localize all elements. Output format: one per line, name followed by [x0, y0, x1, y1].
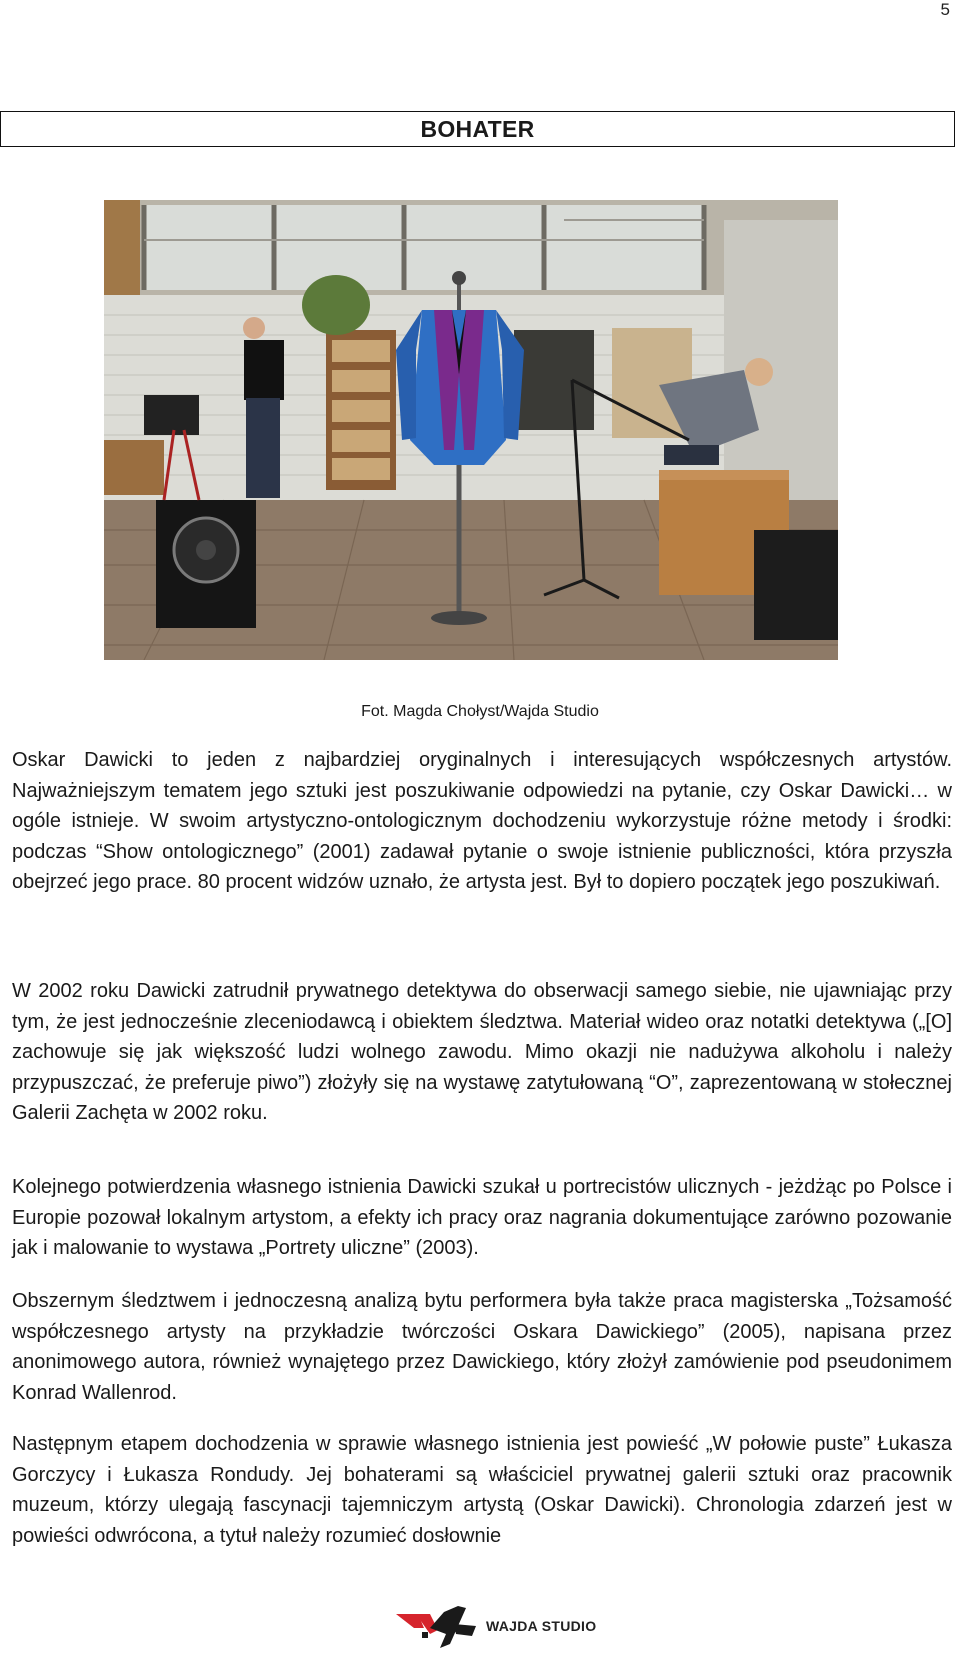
paragraph-intro: Oskar Dawicki to jeden z najbardziej oryginalnych i interesujących współczesnych artystów. Najważniejszym tematem jego sztuki jest poszukiwanie odpowiedzi na pytanie, czy Oskar Dawicki… w ogóle istnieje. W swoim artystyczno-ontologicznym dochodzeniu wykorzystuje różne metody i środki: podczas “Show ontologicznego” (2001) zadawał pytanie o swoje istnienie publiczności, która przyszła obejrzeć jego prace. 80 procent widzów uznało, że artysta jest. Był to dopiero początek jego poszukiwań. [12, 749, 952, 893]
paragraph-thesis: Obszernym śledztwem i jednoczesną analizą bytu performera była także praca magisterska „Tożsamość współczesnego artysty na przykładzie twórczości Oskara Dawickiego” (2005), napisana przez anonimowego autora, również wynajętego przez Dawickiego, który złożył zamówienie pod pseudonimem Konrad Wallenrod. [12, 1290, 952, 1404]
photo-caption: Fot. Magda Chołyst/Wajda Studio [361, 703, 599, 720]
title-box [0, 111, 955, 147]
page-number: 5 [940, 0, 950, 19]
page-title: BOHATER [420, 115, 535, 142]
paragraph-novel: Następnym etapem dochodzenia w sprawie własnego istnienia jest powieść „W połowie puste” Łukasza Gorczycy i Łukasza Rondudy. Jej bohaterami są właściciel prywatnej galerii sztuki oraz pracownik muzeum, którzy ulegają fascynacji tajemniczym artystą (Oskar Dawicki). Chronologia zdarzeń jest w powieści odwrócona, a tytuł należy rozumieć dosłownie [12, 1433, 952, 1547]
studio-photo [104, 200, 838, 660]
studio-photo-illustration [104, 200, 838, 660]
paragraph-detective: W 2002 roku Dawicki zatrudnił prywatnego detektywa do obserwacji samego siebie, nie ujawniając przy tym, że jest jednocześnie zleceniodawcą i obiektem śledztwa. Materiał wideo oraz notatki detektywa („[O] zachowuje się jak większość ludzi wolnego zawodu. Mimo okazji nie nadużywa alkoholu i należy przypuszczać, że preferuje piwo”) złożyły się na wystawę zatytułowaną “O”, zaprezentowaną w stołecznej Galerii Zachęta w 2002 roku. [12, 980, 952, 1124]
wajda-logo-icon [396, 1604, 480, 1648]
paragraph-portraits: Kolejnego potwierdzenia własnego istnienia Dawicki szukał u portrecistów ulicznych - jeżdżąc po Polsce i Europie pozował lokalnym artystom, a efekty ich pracy oraz nagrania dokumentujące zarówno pozowanie jak i malowanie to wystawa „Portrety uliczne” (2003). [12, 1176, 952, 1259]
wajda-studio-logo [396, 1604, 596, 1648]
logo-text: WAJDA STUDIO [486, 1618, 597, 1634]
